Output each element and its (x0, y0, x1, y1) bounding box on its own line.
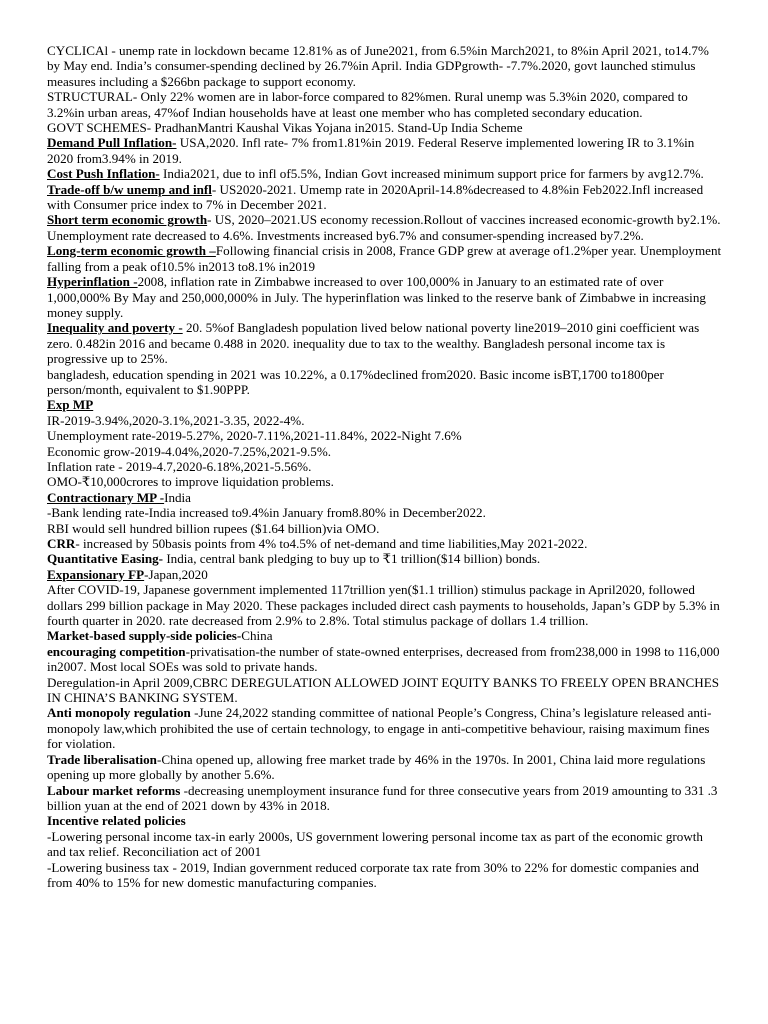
paragraph-exp-mp-heading (47, 397, 722, 412)
paragraph-crr (47, 536, 722, 551)
heading-trade-off: Trade-off b/w unemp and infl (47, 181, 212, 197)
paragraph-encouraging-competition (47, 644, 722, 675)
paragraph-demand-pull-inflation (47, 135, 722, 166)
paragraph-trade-liberalisation (47, 752, 722, 783)
paragraph-text: Economic grow-2019-4.04%,2020-7.25%,2021-9.5%. (47, 443, 332, 459)
heading-exp-mp: Exp MP (47, 397, 94, 413)
paragraph-rbi-omo (47, 521, 722, 536)
paragraph-text: Inflation rate - 2019-4.7,2020-6.18%,2021-5.56%. (47, 458, 312, 474)
paragraph-text: China (241, 628, 273, 644)
paragraph-supply-side-policies (47, 628, 722, 643)
paragraph-text: -Japan,2020 (144, 566, 208, 582)
heading-encouraging-competition: encouraging competition (47, 643, 186, 659)
paragraph-deregulation (47, 675, 722, 706)
paragraph-long-term-growth (47, 243, 722, 274)
paragraph-text: Deregulation-in April 2009,CBRC DEREGULATION ALLOWED JOINT EQUITY BANKS TO FREELY OPEN BRANCHES IN CHINA’S BANKING SYSTEM. (47, 674, 720, 706)
paragraph-text: -June 24,2022 standing committee of national People’s Congress, China’s legislature released anti-monopoly law,which prohibited the use of certain technology, to engage in anti-competitive behaviour, raising maximum fines for violation. (47, 705, 712, 752)
heading-cost-push-inflation: Cost Push Inflation- (47, 166, 160, 182)
paragraph-text: bangladesh, education spending in 2021 was 10.22%, a 0.17%declined from2020. Basic income isBT,1700 to1800per person/month, equivalent to $1.90PPP. (47, 366, 664, 397)
heading-short-term-growth: Short term economic growth (47, 212, 208, 228)
paragraph-interest-rate (47, 413, 722, 428)
paragraph-expansionary-fp (47, 567, 722, 582)
paragraph-text: -Lowering business tax - 2019, Indian government reduced corporate tax rate from 30% to 22% for domestic companies and from 40% to 15% for new domestic manufacturing companies. (47, 859, 699, 890)
paragraph-business-tax (47, 860, 722, 891)
paragraph-inequality-poverty (47, 320, 722, 366)
paragraph-text: 20. 5%of Bangladesh population lived below national poverty line2019–2010 gini coefficient was zero. 0.482in 2016 and became 0.488 in 2020. inequality due to tax to the wealthy. Bangladesh personal income tax is progressive up to 25%. (47, 320, 700, 367)
paragraph-personal-income-tax (47, 829, 722, 860)
heading-inequality-poverty: Inequality and poverty - (47, 320, 183, 336)
heading-anti-monopoly: Anti monopoly regulation (47, 705, 191, 721)
paragraph-economic-growth (47, 444, 722, 459)
paragraph-cost-push-inflation (47, 166, 722, 181)
paragraph-incentive-policies-heading (47, 813, 722, 828)
paragraph-text: RBI would sell hundred billion rupees ($1.64 billion)via OMO. (47, 520, 380, 536)
paragraph-trade-off (47, 182, 722, 213)
paragraph-text: India (164, 489, 191, 505)
paragraph-inflation-rate (47, 459, 722, 474)
heading-demand-pull-inflation: Demand Pull Inflation- (47, 135, 177, 151)
paragraph-bangladesh-education (47, 367, 722, 398)
paragraph-omo (47, 474, 722, 489)
paragraph-hyperinflation (47, 274, 722, 320)
paragraph-text: -Bank lending rate-India increased to9.4%in January from8.80% in December2022. (47, 505, 486, 521)
paragraph-text: Following financial crisis in 2008, France GDP grew at average of1.2%per year. Unemployment falling from a peak of10.5% in2013 to8.1% in2019 (47, 243, 722, 274)
paragraph-unemployment-rate (47, 428, 722, 443)
heading-hyperinflation: Hyperinflation - (47, 274, 138, 290)
paragraph-text: - increased by 50basis points from 4% to4.5% of net-demand and time liabilities,May 2021-2022. (75, 536, 588, 551)
paragraph-text: OMO-₹10,000crores to improve liquidation problems. (47, 474, 334, 490)
heading-long-term-growth: Long-term economic growth – (47, 243, 216, 259)
heading-incentive-policies: Incentive related policies (47, 813, 186, 829)
heading-quantitative-easing: Quantitative Easing- (47, 551, 164, 567)
paragraph-text: USA,2020. Infl rate- 7% from1.81%in 2019. Federal Reserve implemented lowering IR to 3.1%in 2020 from3.94% in 2019. (47, 135, 695, 166)
paragraph-anti-monopoly (47, 705, 722, 751)
paragraph-text: After COVID-19, Japanese government implemented 117trillion yen($1.1 trillion) stimulus package in April2020, followed dollars 299 billion package in May 2020. These packages included direct cash payments to households, Japan’s GDP by 5.3% in fourth quarter in 2020. rate decreased from 2.9% to 2.8%. Total stimulus package of dollars 1.4 trillion. (47, 582, 720, 629)
heading-labour-market-reforms: Labour market reforms (47, 782, 181, 798)
heading-trade-liberalisation: Trade liberalisation (47, 751, 157, 767)
paragraph-text: - US2020-2021. Umemp rate in 2020April-14.8%decreased to 4.8%in Feb2022.Infl increased with Consumer price index to 7% in December 2021. (47, 181, 704, 213)
paragraph-short-term-growth (47, 212, 722, 243)
paragraph-structural-unemployment (47, 89, 722, 120)
paragraph-labour-market-reforms (47, 783, 722, 814)
paragraph-text: IR-2019-3.94%,2020-3.1%,2021-3.35, 2022-4%. (47, 412, 305, 428)
paragraph-text: CYCLICAl - unemp rate in lockdown became 12.81% as of June2021, from 6.5%in March2021, to 8%in April 2021, to14.7% by May end. India’s consumer-spending declined by 26.7%in April. India GDPgrowth- -7.7%.2020, govt launched stimulus measures including a $266bn package to support economy. (47, 43, 709, 89)
paragraph-text: India2021, due to infl of5.5%, Indian Govt increased minimum support price for farmers by avg12.7%. (159, 166, 704, 182)
paragraph-text: GOVT SCHEMES- PradhanMantri Kaushal Vikas Yojana in2015. Stand-Up India Scheme (47, 120, 523, 136)
paragraph-text: -privatisation-the number of state-owned enterprises, decreased from from238,000 in 1998 to 116,000 in2007. Most local SOEs was sold to private hands. (47, 643, 720, 675)
paragraph-text: 2008, inflation rate in Zimbabwe increased to over 100,000% in January to an estimated rate of over 1,000,000% By May and 250,000,000% in July. The hyperinflation was linked to the reserve bank of Zimbabwe in increasing money supply. (47, 274, 706, 320)
paragraph-text: India, central bank pledging to buy up to ₹1 trillion($14 billion) bonds. (163, 551, 541, 567)
paragraph-text: Unemployment rate-2019-5.27%, 2020-7.11%,2021-11.84%, 2022-Night 7.6% (47, 428, 462, 444)
heading-supply-side-policies: Market-based supply-side policies- (47, 628, 242, 644)
paragraph-text: STRUCTURAL- Only 22% women are in labor-force compared to 82%men. Rural unemp was 5.3%in 2020, compared to 3.2%in urban areas, 47%of Indian households have at least one member who has completed secondary education. (47, 89, 688, 120)
paragraph-text: -Lowering personal income tax-in early 2000s, US government lowering personal income tax as part of the economic growth and tax relief. Reconciliation act of 2001 (47, 828, 703, 860)
heading-contractionary-mp: Contractionary MP - (47, 489, 165, 505)
paragraph-cyclical-unemployment (47, 43, 722, 89)
paragraph-text: -China opened up, allowing free market trade by 46% in the 1970s. In 2001, China laid more regulations opening up more globally by another 5.6%. (47, 751, 706, 783)
paragraph-japan-stimulus (47, 582, 722, 628)
paragraph-text: -decreasing unemployment insurance fund for three consecutive years from 2019 amounting to 331 .3 billion yuan at the end of 2021 down by 43% in 2018. (47, 782, 718, 813)
paragraph-govt-schemes (47, 120, 722, 135)
paragraph-contractionary-mp (47, 490, 722, 505)
heading-expansionary-fp: Expansionary FP (47, 566, 145, 582)
paragraph-text: - US, 2020–2021.US economy recession.Rollout of vaccines increased economic-growth by2.1%. Unemployment rate decreased to 4.6%. Investments increased by6.7% and consumer-spending increased by7.2%. (47, 212, 721, 243)
paragraph-bank-lending-rate (47, 505, 722, 520)
heading-crr: CRR (47, 536, 76, 551)
paragraph-quantitative-easing (47, 551, 722, 566)
